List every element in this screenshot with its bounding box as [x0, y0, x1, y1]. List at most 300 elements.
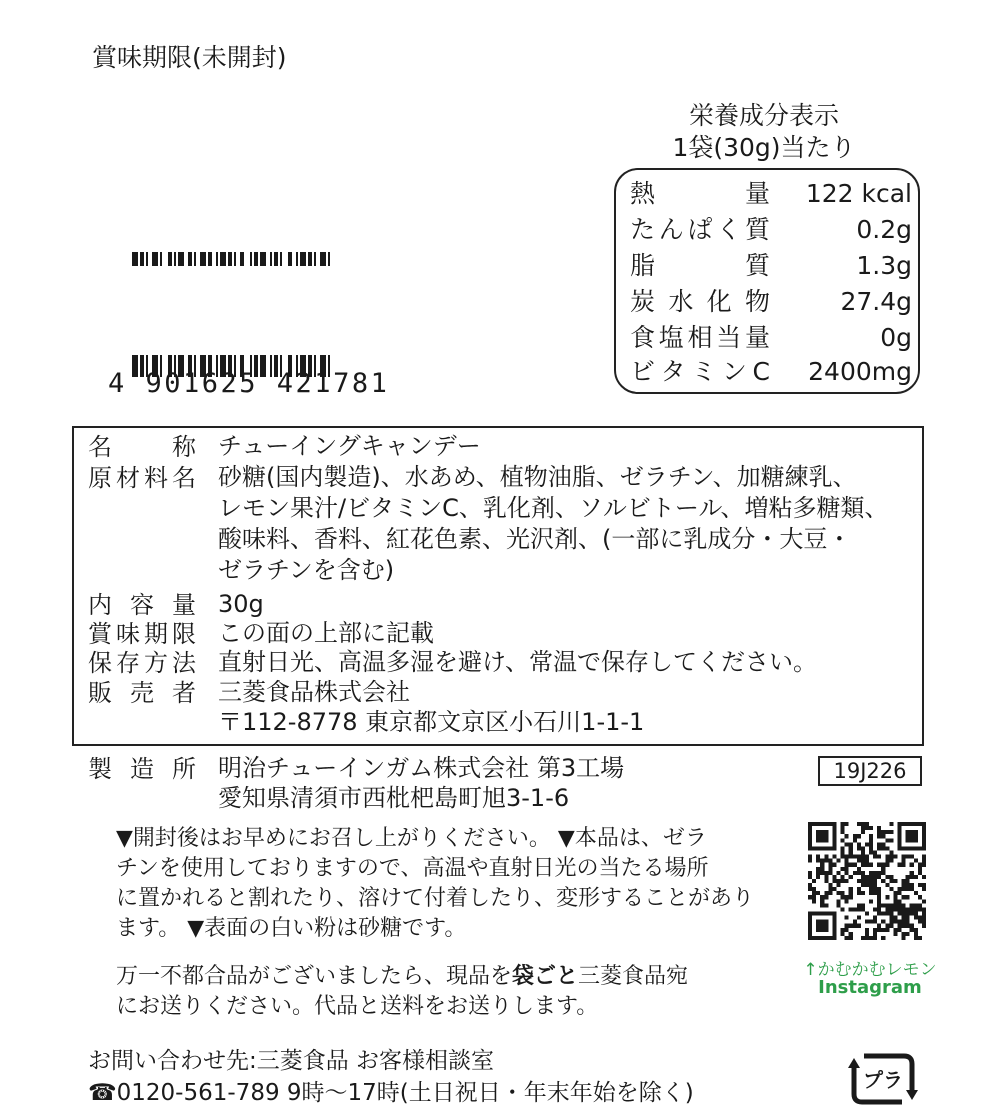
qr-module: [910, 875, 914, 879]
qr-module: [877, 891, 881, 895]
qr-module: [845, 834, 849, 838]
qr-module: [849, 891, 853, 895]
info-ingredients-line: 酸味料、香料、紅花色素、光沢剤、(一部に乳成分・大豆・: [218, 525, 852, 553]
qr-module: [812, 887, 816, 891]
qr-module: [869, 838, 873, 842]
qr-module: [881, 863, 885, 867]
qr-module: [861, 871, 865, 875]
qr-module: [845, 924, 849, 928]
qr-module: [906, 912, 910, 916]
qr-module: [922, 859, 926, 863]
qr-module: [841, 867, 845, 871]
qr-module: [922, 855, 926, 859]
qr-module: [845, 855, 849, 859]
qr-module: [877, 903, 881, 907]
barcode-bar: [228, 252, 232, 266]
qr-module: [885, 895, 889, 899]
qr-module: [922, 924, 926, 928]
qr-module: [893, 855, 897, 859]
qr-module: [873, 936, 877, 940]
barcode-bar: [194, 252, 196, 266]
qr-module: [820, 903, 824, 907]
qr-module: [849, 850, 853, 854]
qr-module: [918, 903, 922, 907]
qr-module: [861, 830, 865, 834]
qr-module: [906, 855, 910, 859]
qr-module: [922, 887, 926, 891]
qr-module: [918, 883, 922, 887]
barcode-bar: [296, 252, 298, 266]
qr-module: [889, 822, 893, 826]
qr-module: [857, 842, 861, 846]
barcode-bar: [220, 252, 226, 266]
qr-module: [918, 867, 922, 871]
qr-module: [869, 863, 873, 867]
qr-module: [881, 912, 885, 916]
qr-module: [910, 907, 914, 911]
qr-module: [893, 899, 897, 903]
qr-module: [832, 887, 836, 891]
manufacturer-label: 製造所: [88, 755, 196, 783]
barcode-bar: [300, 252, 306, 266]
qr-module: [857, 887, 861, 891]
qr-module: [898, 903, 902, 907]
qr-module: [841, 822, 845, 826]
qr-module: [857, 855, 861, 859]
qr-module: [885, 924, 889, 928]
qr-module: [836, 903, 840, 907]
qr-module: [873, 928, 877, 932]
qr-module: [885, 883, 889, 887]
qr-module: [832, 863, 836, 867]
refund-emphasis: 袋ごと: [512, 964, 579, 989]
qr-module: [853, 838, 857, 842]
qr-module: [869, 887, 873, 891]
qr-module: [824, 855, 828, 859]
qr-module: [869, 879, 873, 883]
qr-module: [845, 863, 849, 867]
warning-line: に置かれると割れたり、溶けて付着したり、変形することがあり: [116, 886, 755, 911]
qr-module: [893, 920, 897, 924]
qr-module: [906, 932, 910, 936]
qr-module: [877, 887, 881, 891]
qr-caption-instagram: Instagram: [818, 977, 922, 998]
qr-module: [849, 887, 853, 891]
nutrition-row-fat: [630, 248, 912, 284]
qr-module: [865, 855, 869, 859]
qr-module: [824, 859, 828, 863]
qr-module: [873, 879, 877, 883]
qr-module: [918, 920, 922, 924]
qr-module: [906, 920, 910, 924]
qr-module: [902, 895, 906, 899]
qr-module: [857, 879, 861, 883]
qr-module: [845, 899, 849, 903]
qr-module: [889, 879, 893, 883]
qr-module: [808, 883, 812, 887]
barcode-bar: [146, 252, 148, 266]
barcode-bar: [140, 252, 144, 266]
nutrition-value: 1.3g: [856, 251, 912, 280]
qr-module: [845, 916, 849, 920]
qr-module: [816, 867, 820, 871]
qr-module: [857, 916, 861, 920]
qr-module: [808, 871, 812, 875]
qr-module: [889, 855, 893, 859]
qr-module: [885, 863, 889, 867]
qr-module: [824, 871, 828, 875]
qr-module: [898, 924, 902, 928]
qr-module: [893, 916, 897, 920]
qr-module: [865, 859, 869, 863]
qr-module: [828, 891, 832, 895]
qr-module: [841, 891, 845, 895]
qr-module: [820, 859, 824, 863]
qr-module: [828, 867, 832, 871]
qr-module: [910, 883, 914, 887]
qr-module: [910, 912, 914, 916]
qr-module: [877, 863, 881, 867]
qr-module: [820, 895, 824, 899]
qr-module: [861, 936, 865, 940]
qr-module: [853, 924, 857, 928]
qr-module: [857, 871, 861, 875]
qr-module: [841, 879, 845, 883]
qr-module: [902, 863, 906, 867]
qr-module: [877, 924, 881, 928]
qr-module: [816, 830, 828, 842]
barcode-bar: [288, 252, 292, 266]
qr-module: [865, 822, 869, 826]
qr-module: [816, 891, 820, 895]
nutrition-row-vitamin-c: [630, 354, 912, 390]
qr-module: [873, 920, 877, 924]
qr-module: [885, 830, 889, 834]
qr-module: [869, 899, 873, 903]
qr-module: [865, 879, 869, 883]
qr-module: [918, 916, 922, 920]
qr-module: [902, 916, 906, 920]
qr-module: [841, 830, 845, 834]
qr-module: [828, 883, 832, 887]
info-label-name: 名称: [88, 433, 196, 461]
qr-module: [865, 928, 869, 932]
qr-module: [877, 907, 881, 911]
qr-module: [914, 907, 918, 911]
qr-module: [885, 928, 889, 932]
qr-module: [861, 879, 865, 883]
qr-module: [902, 879, 906, 883]
qr-module: [853, 920, 857, 924]
qr-module: [873, 883, 877, 887]
plastic-recycle-icon: [846, 1046, 920, 1112]
qr-module: [816, 920, 828, 932]
manufacturer-name: 明治チューインガム株式会社 第3工場: [218, 754, 625, 782]
qr-module: [861, 875, 865, 879]
qr-module: [873, 891, 877, 895]
barcode-bar: [250, 252, 252, 266]
qr-module: [906, 895, 910, 899]
qr-module: [889, 859, 893, 863]
qr-module: [914, 891, 918, 895]
qr-module: [893, 932, 897, 936]
barcode-bar: [200, 252, 206, 266]
barcode-bar: [260, 252, 266, 266]
qr-module: [857, 903, 861, 907]
refund-line-2: にお送りください。代品と送料をお送りします。: [116, 994, 599, 1019]
qr-module: [828, 871, 832, 875]
qr-module: [873, 932, 877, 936]
qr-module: [910, 924, 914, 928]
qr-module: [857, 859, 861, 863]
qr-module: [816, 875, 820, 879]
qr-module: [893, 879, 897, 883]
qr-module: [906, 924, 910, 928]
qr-module: [910, 887, 914, 891]
qr-module: [877, 842, 881, 846]
qr-module: [902, 936, 906, 940]
barcode-bar: [152, 252, 158, 266]
nutrition-row-protein: [630, 212, 912, 248]
qr-caption: ↑かむかむレモン: [803, 960, 937, 980]
qr-module: [857, 822, 861, 826]
nutrition-label: ビタミンC: [630, 357, 770, 386]
qr-module: [898, 912, 902, 916]
qr-module: [922, 920, 926, 924]
info-ingredients-line: ゼラチンを含む): [218, 556, 395, 584]
qr-module: [841, 928, 845, 932]
qr-module: [869, 883, 873, 887]
qr-module: [865, 912, 869, 916]
qr-module: [845, 928, 849, 932]
qr-module: [857, 867, 861, 871]
qr-module: [808, 859, 812, 863]
qr-module: [918, 863, 922, 867]
qr-module: [845, 822, 849, 826]
qr-module: [820, 871, 824, 875]
qr-module: [861, 859, 865, 863]
barcode-bar: [280, 252, 282, 266]
qr-module: [861, 891, 865, 895]
warning-line: チンを使用しておりますので、高温や直射日光の当たる場所: [116, 856, 709, 881]
qr-module: [841, 838, 845, 842]
qr-module: [861, 855, 865, 859]
qr-module: [836, 871, 840, 875]
qr-module: [922, 875, 926, 879]
qr-module: [906, 883, 910, 887]
qr-module: [877, 928, 881, 932]
qr-module: [869, 842, 873, 846]
info-ingredients-line: レモン果汁/ビタミンC、乳化剤、ソルビトール、増粘多糖類、: [218, 494, 889, 522]
qr-module: [861, 903, 865, 907]
info-value-seller-address: 〒112-8778 東京都文京区小石川1-1-1: [218, 708, 645, 736]
qr-module: [893, 891, 897, 895]
qr-module: [910, 863, 914, 867]
qr-module: [841, 875, 845, 879]
qr-module: [877, 899, 881, 903]
barcode-bar: [270, 252, 272, 266]
barcode-bar: [178, 252, 184, 266]
qr-module: [906, 916, 910, 920]
info-label-best-before: 賞味期限: [88, 620, 196, 648]
qr-module: [918, 936, 922, 940]
qr-module: [841, 895, 845, 899]
info-value-name: チューイングキャンデー: [218, 432, 481, 460]
qr-module: [885, 859, 889, 863]
qr-module: [853, 855, 857, 859]
qr-module: [812, 899, 816, 903]
barcode-bar: [216, 252, 218, 266]
barcode-bar: [208, 252, 212, 266]
qr-module: [910, 871, 914, 875]
info-label-storage: 保存方法: [88, 649, 196, 677]
qr-module: [824, 895, 828, 899]
nutrition-label: 脂質: [630, 251, 770, 280]
qr-module: [869, 920, 873, 924]
nutrition-value: 0.2g: [856, 215, 912, 244]
lot-code-box: 19J226: [818, 756, 922, 786]
qr-module: [861, 846, 865, 850]
qr-module: [885, 846, 889, 850]
nutrition-value: 2400mg: [808, 357, 912, 386]
qr-module: [849, 875, 853, 879]
qr-module: [812, 895, 816, 899]
nutrition-label: 炭水化物: [630, 287, 770, 316]
qr-module: [857, 907, 861, 911]
qr-module: [861, 822, 865, 826]
qr-module: [853, 834, 857, 838]
qr-module: [885, 875, 889, 879]
qr-module: [869, 850, 873, 854]
qr-module: [849, 924, 853, 928]
warning-line: ▼開封後はお早めにお召し上がりください。 ▼本品は、ゼラ: [116, 826, 707, 851]
qr-module: [914, 859, 918, 863]
nutrition-title: 栄養成分表示: [688, 101, 839, 130]
barcode-bar: [240, 252, 244, 266]
info-label-content: 内容量: [88, 591, 196, 619]
qr-module: [845, 859, 849, 863]
qr-module: [902, 859, 906, 863]
qr-module: [889, 903, 893, 907]
qr-module: [808, 887, 812, 891]
qr-module: [889, 907, 893, 911]
qr-module: [898, 887, 902, 891]
qr-module: [877, 875, 881, 879]
qr-module: [832, 875, 836, 879]
qr-module: [828, 859, 832, 863]
info-value-content: 30g: [218, 590, 264, 618]
qr-module: [914, 932, 918, 936]
qr-module: [881, 871, 885, 875]
qr-module: [849, 842, 853, 846]
nutrition-subtitle: 1袋(30g)当たり: [672, 133, 856, 162]
qr-module: [873, 916, 877, 920]
qr-module: [885, 903, 889, 907]
qr-module: [877, 834, 881, 838]
qr-module: [808, 855, 812, 859]
qr-module: [853, 907, 857, 911]
qr-module: [841, 826, 845, 830]
qr-module: [869, 936, 873, 940]
qr-module: [877, 895, 881, 899]
qr-module: [877, 830, 881, 834]
qr-module: [873, 850, 877, 854]
qr-module: [906, 907, 910, 911]
qr-module: [881, 846, 885, 850]
info-value-seller-name: 三菱食品株式会社: [218, 678, 410, 706]
qr-module: [824, 903, 828, 907]
qr-module: [849, 907, 853, 911]
barcode-bar: [234, 252, 236, 266]
barcode-bar: [160, 252, 162, 266]
info-value-best-before: この面の上部に記載: [218, 619, 434, 647]
qr-module: [836, 883, 840, 887]
qr-module: [816, 871, 820, 875]
refund-text: 三菱食品宛: [578, 964, 689, 989]
qr-module: [906, 887, 910, 891]
qr-module: [849, 895, 853, 899]
qr-module: [820, 867, 824, 871]
qr-module: [906, 830, 918, 842]
qr-module: [889, 920, 893, 924]
qr-module: [816, 855, 820, 859]
qr-module: [832, 879, 836, 883]
qr-module: [914, 936, 918, 940]
qr-module: [845, 895, 849, 899]
qr-module: [865, 875, 869, 879]
qr-module: [898, 907, 902, 911]
info-value-storage: 直射日光、高温多湿を避け、常温で保存してください。: [218, 648, 818, 676]
qr-module: [918, 895, 922, 899]
qr-module: [873, 875, 877, 879]
qr-module: [873, 907, 877, 911]
contact-phone-line: ☎0120-561-789 9時〜17時(土日祝日・年末年始を除く): [88, 1080, 694, 1106]
qr-module: [877, 871, 881, 875]
qr-module: [812, 879, 816, 883]
nutrition-label: たんぱく質: [630, 215, 770, 244]
barcode-bar: [168, 252, 172, 266]
best-before-header: 賞味期限(未開封): [92, 43, 287, 72]
qr-module: [898, 920, 902, 924]
qr-module: [857, 924, 861, 928]
qr-module: [922, 912, 926, 916]
qr-module: [922, 899, 926, 903]
qr-module: [869, 891, 873, 895]
qr-module: [910, 928, 914, 932]
barcode-number: 4 901625 421781: [108, 368, 390, 399]
qr-module: [877, 912, 881, 916]
qr-module: [902, 920, 906, 924]
qr-module: [836, 891, 840, 895]
barcode-bar: [320, 252, 326, 266]
qr-module: [922, 907, 926, 911]
qr-module: [828, 887, 832, 891]
qr-module: [845, 936, 849, 940]
nutrition-value: 0g: [880, 323, 912, 352]
qr-module: [853, 871, 857, 875]
qr-module: [914, 875, 918, 879]
qr-module: [812, 891, 816, 895]
qr-module: [922, 916, 926, 920]
qr-module: [865, 842, 869, 846]
qr-module: [898, 928, 902, 932]
qr-module: [824, 875, 828, 879]
qr-module: [898, 863, 902, 867]
qr-module: [910, 855, 914, 859]
qr-module: [832, 855, 836, 859]
qr-code-icon[interactable]: [808, 822, 926, 940]
qr-module: [841, 846, 845, 850]
